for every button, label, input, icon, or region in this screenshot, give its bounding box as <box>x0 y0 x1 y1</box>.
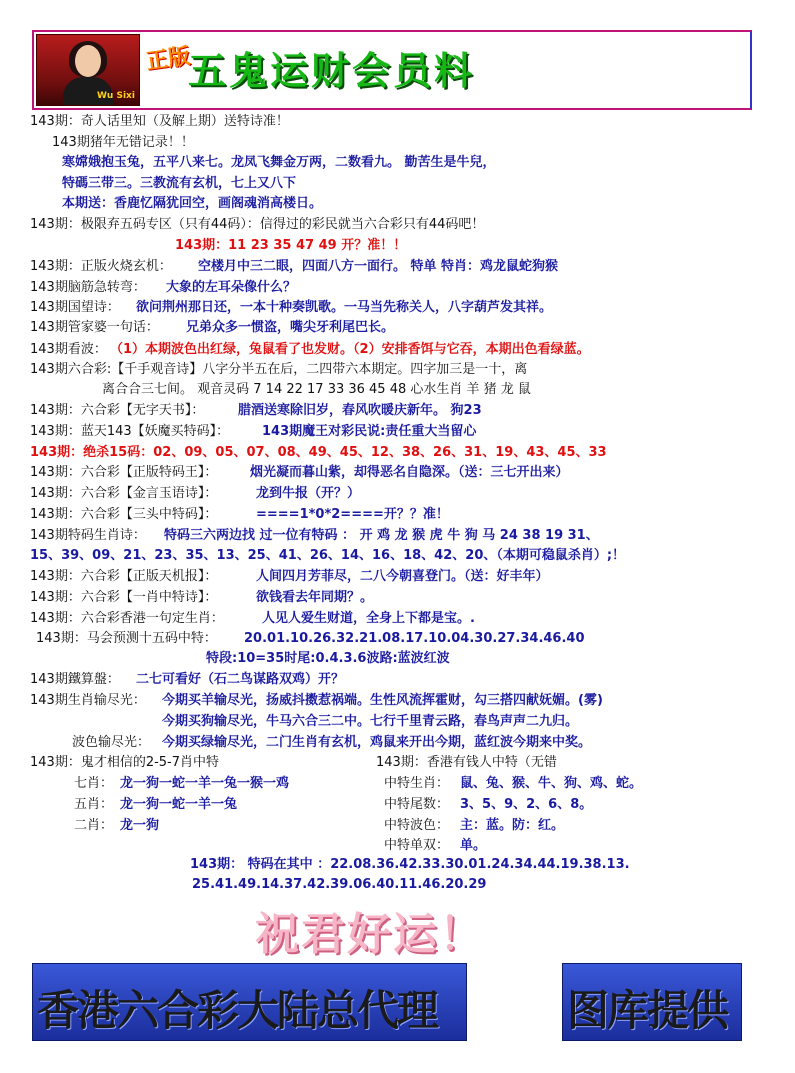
agent-banner-text: 香港六合彩大陆总代理 <box>37 986 438 1035</box>
text-line: 人间四月芳菲尽，二八今朝喜登门。（送：好丰年） <box>256 569 549 584</box>
text-line: 143期：香港有钱人中特（无错 <box>376 755 557 770</box>
text-line-label: 143期脑筋急转弯： <box>30 280 146 295</box>
text-line-label: 143期：正版火烧玄机： <box>30 259 172 274</box>
text-line-label: 143期：蓝天143【妖魔买特码】： <box>30 424 230 439</box>
text-line-label: 143期管家婆一句话： <box>30 320 159 335</box>
text-line: 欲钱看去年同期？。 <box>256 590 374 605</box>
text-line: 143期： 特码在其中 ：22.08.36.42.33.30.01.24.34.44.19.38.13. <box>190 857 630 872</box>
text-line: 鼠、兔、猴、牛、狗、鸡、蛇。 <box>460 776 643 791</box>
text-line: 143期：极限弃五码专区（只有44码）：信得过的彩民就当六合彩只有44码吧！ <box>30 217 485 232</box>
text-line-label: 波色输尽光： <box>72 735 151 750</box>
text-line-label: 中特波色： <box>384 818 450 833</box>
text-line: 143期：绝杀15码：02、09、05、07、08、49、45、12、38、26、31、19、43、45、33 <box>30 445 607 460</box>
text-line: 143期：鬼才相信的2-5-7肖中特 <box>30 755 220 770</box>
text-line-label: 七肖： <box>74 776 114 791</box>
text-line: 龙一狗一蛇一羊一兔 <box>120 797 238 812</box>
text-line-label: 143期：六合彩【无字天书】： <box>30 403 205 418</box>
text-line: 腊酒送寒除旧岁，春风吹暖庆新年。 狗23 <box>238 403 482 418</box>
text-line: 兄弟众多一惯盗，嘴尖牙利尾巴长。 <box>186 320 395 335</box>
text-line: 今期买羊输尽光，扬威抖擞惹祸端。生性风流挥霍财，勾三搭四献妩媚。(雾) <box>162 693 603 708</box>
text-line-label: 中特生肖： <box>384 776 450 791</box>
gallery-banner <box>562 963 742 1041</box>
text-line: 143期猪年无错记录！！ <box>52 135 194 150</box>
text-line-label: 143期鐵算盤： <box>30 672 120 687</box>
text-line: 20.01.10.26.32.21.08.17.10.04.30.27.34.46.40 <box>244 631 585 646</box>
text-line-label: 143期：六合彩【正版天机报】： <box>30 569 218 584</box>
text-line-label: 143期：六合彩【一肖中特诗】： <box>30 590 218 605</box>
text-line: （1）本期波色出红绿，兔鼠看了也发财。（2）安排香饵与它吞，本期出色看绿蓝。 <box>110 342 590 357</box>
avatar <box>36 34 140 106</box>
text-line: 离合合三七间。 观音灵码 7 14 22 17 33 36 45 48 心水生肖 羊 猪 龙 鼠 <box>102 382 531 397</box>
text-line: 今期买绿输尽光，二门生肖有玄机，鸡鼠来开出今期，蓝红波今期来中奖。 <box>162 735 592 750</box>
text-line-label: 143期国望诗： <box>30 300 120 315</box>
text-line: 空楼月中三二眼，四面八方一面行。 特单 特肖：鸡龙鼠蛇狗猴 <box>198 259 559 274</box>
text-line-label: 143期生肖输尽光： <box>30 693 146 708</box>
text-line: 人见人爱生财道，全身上下都是宝。. <box>262 611 475 626</box>
page-title: 五鬼运财会员料 <box>188 49 476 93</box>
text-line: 欲问荆州那日还，一本十种奏凯歌。一马当先称关人，八字葫芦发其祥。 <box>136 300 553 315</box>
genuine-stamp: 正版 <box>144 43 192 75</box>
text-line: 特码三六两边找 过一位有特码 ： 开 鸡 龙 猴 虎 牛 狗 马 24 38 19 31、 <box>164 528 599 543</box>
text-line-label: 二肖： <box>74 818 114 833</box>
text-line: 二七可看好（石二鸟谋路双鸡）开？ <box>136 672 345 687</box>
text-line: 特段:10=35时尾:0.4.3.6波路:蓝波红波 <box>206 651 450 666</box>
text-line: 龙到牛报（开？） <box>256 486 361 501</box>
text-line: 今期买狗输尽光，牛马六合三二中。七行千里青云路，春鸟声声二九归。 <box>162 714 579 729</box>
text-line-label: 143期特码生肖诗： <box>30 528 146 543</box>
text-line: 龙一狗 <box>120 818 160 833</box>
good-luck-slogan: 祝君好运！ <box>255 909 485 960</box>
text-line: 25.41.49.14.37.42.39.06.40.11.46.20.29 <box>192 877 487 892</box>
text-line: 单。 <box>460 838 487 853</box>
text-line: 143期魔王对彩民说:责任重大当留心 <box>262 424 477 439</box>
avatar-caption: Wu Sixi <box>97 91 135 101</box>
text-line: 烟光凝而暮山紫，却得恶名自隐深。（送：三七开出来） <box>250 465 569 480</box>
avatar-face <box>75 45 101 77</box>
text-line-label: 五肖： <box>74 797 114 812</box>
text-line-label: 143期：六合彩【金言玉语诗】： <box>30 486 218 501</box>
text-line: 15、39、09、21、23、35、13、25、41、26、14、16、18、42、20、（本期可稳鼠杀肖）;！ <box>30 548 626 563</box>
text-line-label: 中特尾数： <box>384 797 450 812</box>
text-line: 143期：奇人话里知（及解上期）送特诗准！ <box>30 114 289 129</box>
text-line-label: 143期：六合彩【正版特码王】： <box>30 465 218 480</box>
text-line: 龙一狗一蛇一羊一兔一猴一鸡 <box>120 776 290 791</box>
text-line-label: 143期：六合彩香港一句定生肖： <box>30 611 224 626</box>
text-line: 本期送：香鹿忆隔犹回空，画阁魂消高楼日。 <box>62 196 323 211</box>
text-line: 143期六合彩:【千手观音诗】八字分半五在后，二四带六本期定。四字加三是一十，离 <box>30 362 528 377</box>
gallery-banner-text: 图库提供 <box>567 986 728 1035</box>
text-line: 寒嫦娥抱玉兔，五平八来七。龙凤飞舞金万两，二数看九。 勤苦生是牛兒， <box>62 155 496 170</box>
text-line-label: 143期：六合彩【三头中特码】： <box>30 507 218 522</box>
text-line-label: 143期：马会预测十五码中特： <box>36 631 217 646</box>
text-line: 特碼三带三。三教流有玄机，七上又八下 <box>62 176 297 191</box>
text-line: 主：蓝。防：红。 <box>460 818 565 833</box>
text-line: ====1*0*2====开？？准！ <box>256 507 449 522</box>
agent-banner <box>32 963 467 1041</box>
text-line: 3、5、9、2、6、8。 <box>460 797 593 812</box>
text-line-label: 中特单双： <box>384 838 450 853</box>
text-line-label: 143期看波： <box>30 342 107 357</box>
text-line: 大象的左耳朵像什么？ <box>166 280 297 295</box>
text-line: 143期：11 23 35 47 49 开？准！！ <box>175 238 407 253</box>
